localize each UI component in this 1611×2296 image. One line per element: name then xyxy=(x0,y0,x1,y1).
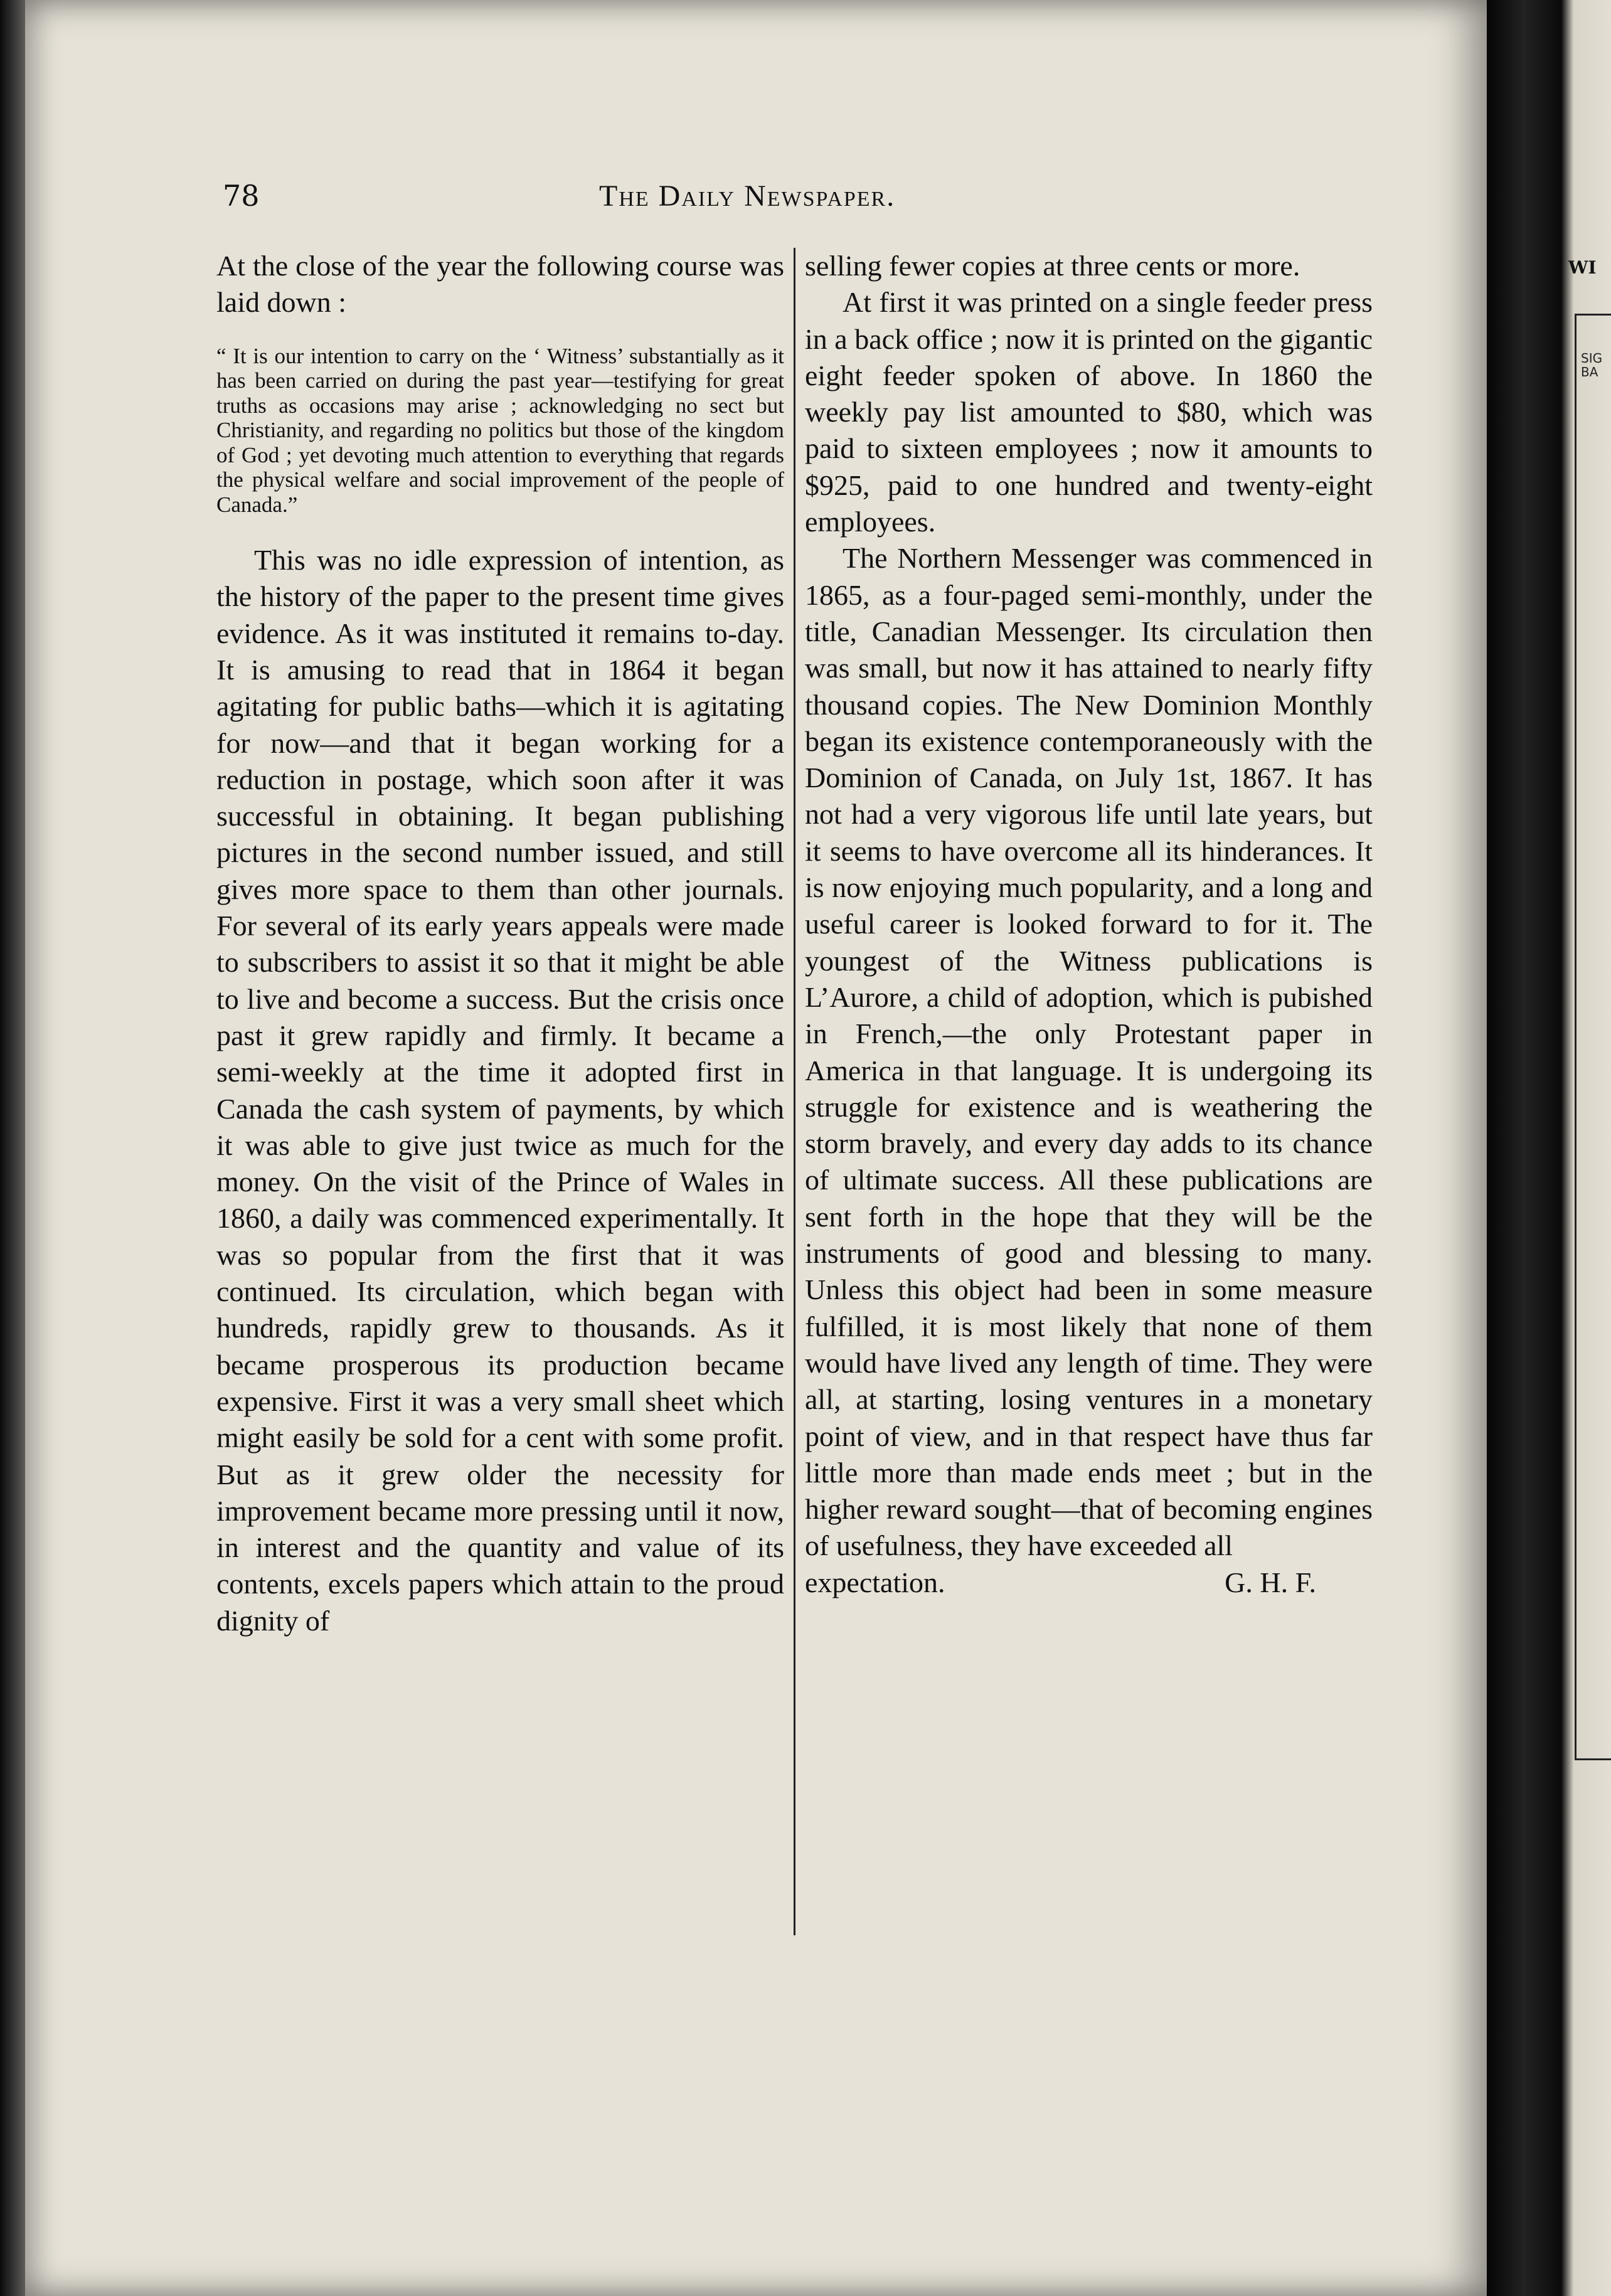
continuation-text: selling fewer copies at three cents or more. xyxy=(805,250,1300,282)
body-paragraph: This was no idle expression of intention, as the history of the paper to the present time gives evidence. As it was instituted it remains to-day. It is amusing to read that in 1864 it began agitating for public baths—which it is agitating for now—and that it began working for a reduction in postage, which soon after it was successful in obtaining. It began publishing pictures in the second number issued, and still gives more space to them than other journals. For several of its early years appeals were made to subscribers to assist it so that it might be able to live and become a success. But the crisis once past it grew rapidly and firmly. It became a semi-weekly at the time it adopted first in Canada the cash system of payments, by which it was able to give just twice as much for the money. On the visit of the Prince of Wales in 1860, a daily was commenced experimentally. It was so popular from the first that it was continued. Its circulation, which began with hundreds, rapidly grew to thousands. As it became prosperous its production became expensive. First it was a very small sheet which might easily be sold for a cent with some profit. But as it grew older the necessity for improvement became more pressing until it now, in interest and the quantity and value of its contents, excels papers which attain to the proud dignity of xyxy=(216,544,784,1637)
quoted-statement: “ It is our intention to carry on the ‘ Witness’ substantially as it has been carried on during the past year—testifying for great truths as occasions may arise ; acknowledging no sect but Christianity, and regarding no politics but those of the kingdom of God ; yet devoting much attention to everything that regards the physical welfare and social improvement of the people of Canada.” xyxy=(216,343,784,517)
author-signature: G. H. F. xyxy=(1225,1566,1316,1598)
adjacent-page-box xyxy=(1575,314,1611,1760)
right-column xyxy=(805,248,1373,1601)
adjacent-page-box-text: SIG BA xyxy=(1581,351,1603,380)
press-paragraph: At first it was printed on a single feeder press in a back office ; now it is printed on the gigantic eight feeder spoken of above. In 1860 the weekly pay list amounted to $80, which was paid to sixteen employees ; now it amounts to $925, paid to one hundred and twenty-eight employees. xyxy=(805,286,1373,538)
page-header xyxy=(223,179,1390,216)
closing-word: expectation. xyxy=(805,1566,945,1598)
page-number: 78 xyxy=(223,179,260,213)
left-column xyxy=(216,248,784,1639)
publications-paragraph: The Northern Messenger was commenced in 1865, as a four-paged semi-monthly, under the title, Canadian Messenger. Its circulation then was small, but now it has attained to nearly fifty thousand copies. The New Dominion Monthly began its existence contemporaneously with the Dominion of Canada, on July 1st, 1867. It has not had a very vigorous life until late years, but it seems to have overcome all its hinderances. It is now enjoying much popularity, and a long and useful career is looked forward to for it. The youngest of the Witness publications is L’Aurore, a child of adoption, which is pubished in French,—the only Protestant paper in America in that language. It is undergoing its struggle for existence and is weathering the storm bravely, and every day adds to its chance of ultimate success. All these publications are sent forth in the hope that they will be the instruments of good and blessing to many. Unless this object had been in some measure fulfilled, it is most likely that none of them would have lived any length of time. They were all, at starting, losing ventures in a monetary point of view, and in that respect have thus far little more than made ends meet ; but in the higher reward sought—that of becoming engines of usefulness, they have exceeded all xyxy=(805,542,1373,1562)
closing-line xyxy=(805,1565,1373,1601)
adjacent-page-fragment: WI xyxy=(1568,257,1597,278)
intro-paragraph: At the close of the year the following course was laid down : xyxy=(216,250,784,319)
column-divider xyxy=(794,248,795,1935)
running-title: The Daily Newspaper. xyxy=(599,179,896,213)
